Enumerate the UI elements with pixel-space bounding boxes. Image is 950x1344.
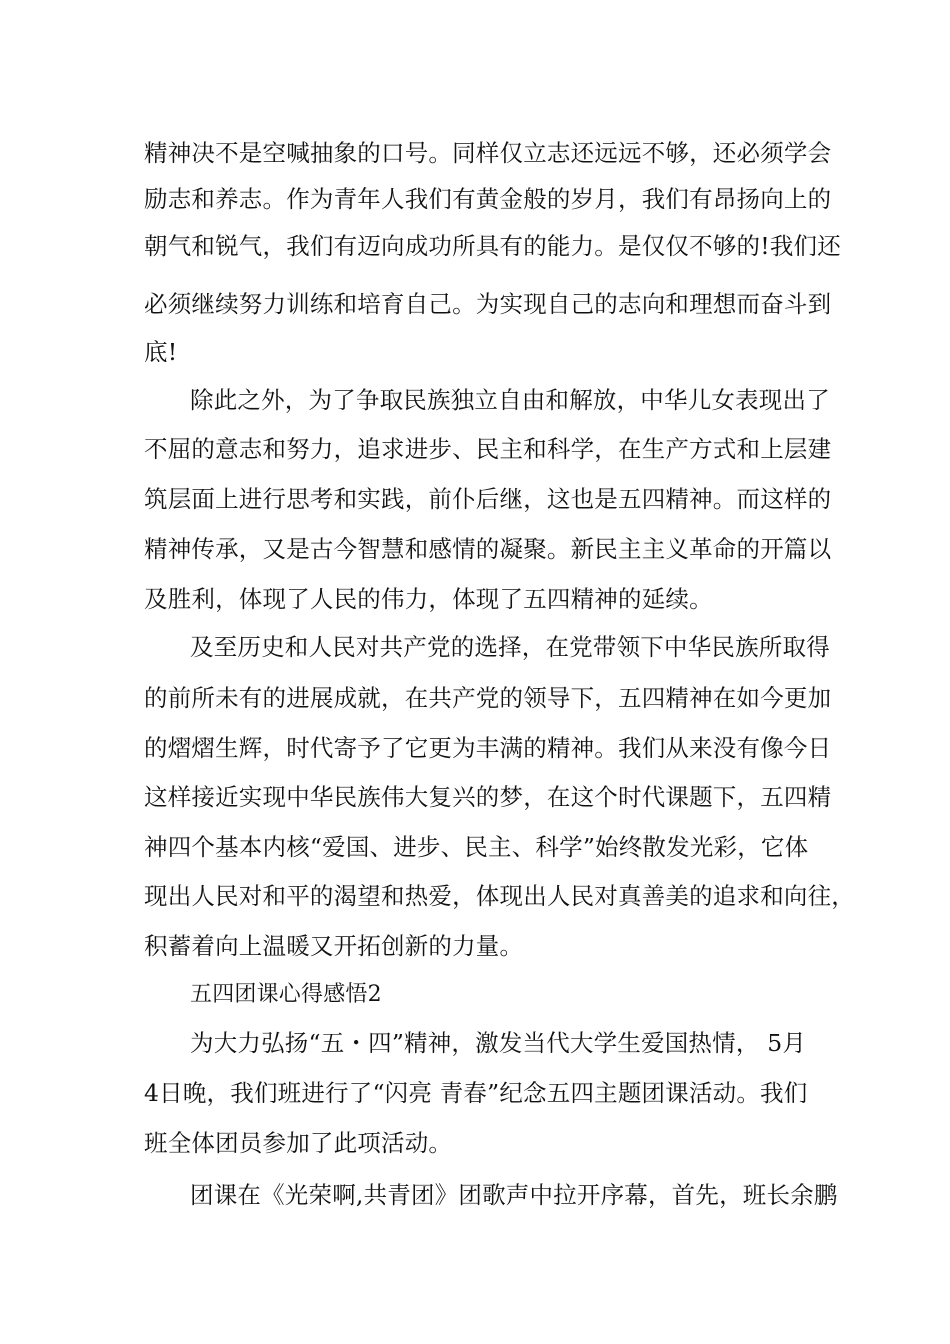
text-line: 必须继续努力训练和培育自己。为实现自己的志向和理想而奋斗到 xyxy=(144,290,832,318)
text-line: 这样接近实现中华民族伟大复兴的梦，在这个时代课题下，五四精 xyxy=(144,783,832,811)
text-line: 不屈的意志和努力，追求进步、民主和科学，在生产方式和上层建 xyxy=(144,435,832,463)
text-line: 励志和养志。作为青年人我们有黄金般的岁月，我们有昂扬向上的 xyxy=(144,185,832,213)
text-line: 为大力弘扬“五・四”精神，激发当代大学生爱国热情， 5月 xyxy=(190,1029,807,1057)
text-line: 及胜利，体现了人民的伟力，体现了五四精神的延续。 xyxy=(144,585,713,613)
text-line: 团课在《光荣啊,共青团》团歌声中拉开序幕，首先，班长余鹏 xyxy=(190,1181,838,1209)
text-line: 及至历史和人民对共产党的选择，在党带领下中华民族所取得 xyxy=(190,633,830,661)
text-line: 精神传承，又是古今智慧和感情的凝聚。新民主主义革命的开篇以 xyxy=(144,535,832,563)
text-line: 现出人民对和平的渴望和热爱，体现出人民对真善美的追求和向往， xyxy=(144,882,855,910)
text-line: 班全体团员参加了此项活动。 xyxy=(144,1129,453,1157)
text-line: 4日晚，我们班进行了“闪亮 青春”纪念五四主题团课活动。我们 xyxy=(144,1079,808,1107)
text-line: 的前所未有的进展成就，在共产党的领导下，五四精神在如今更加 xyxy=(144,684,832,712)
text-line: 筑层面上进行思考和实践，前仆后继，这也是五四精神。而这样的 xyxy=(144,485,832,513)
text-line: 积蓄着向上温暖又开拓创新的力量。 xyxy=(144,932,524,960)
text-line: 精神决不是空喊抽象的口号。同样仅立志还远远不够，还必须学会 xyxy=(144,139,832,167)
text-line: 底! xyxy=(144,338,178,366)
text-line: 朝气和锐气，我们有迈向成功所具有的能力。是仅仅不够的!我们还 xyxy=(144,232,841,260)
section-heading: 五四团课心得感悟2 xyxy=(190,982,382,1007)
text-line: 除此之外，为了争取民族独立自由和解放，中华儿女表现出了 xyxy=(190,386,830,414)
text-line: 的熠熠生辉，时代寄予了它更为丰满的精神。我们从来没有像今日 xyxy=(144,734,832,762)
text-line: 神四个基本内核“爱国、进步、民主、科学”始终散发光彩，它体 xyxy=(144,833,809,861)
